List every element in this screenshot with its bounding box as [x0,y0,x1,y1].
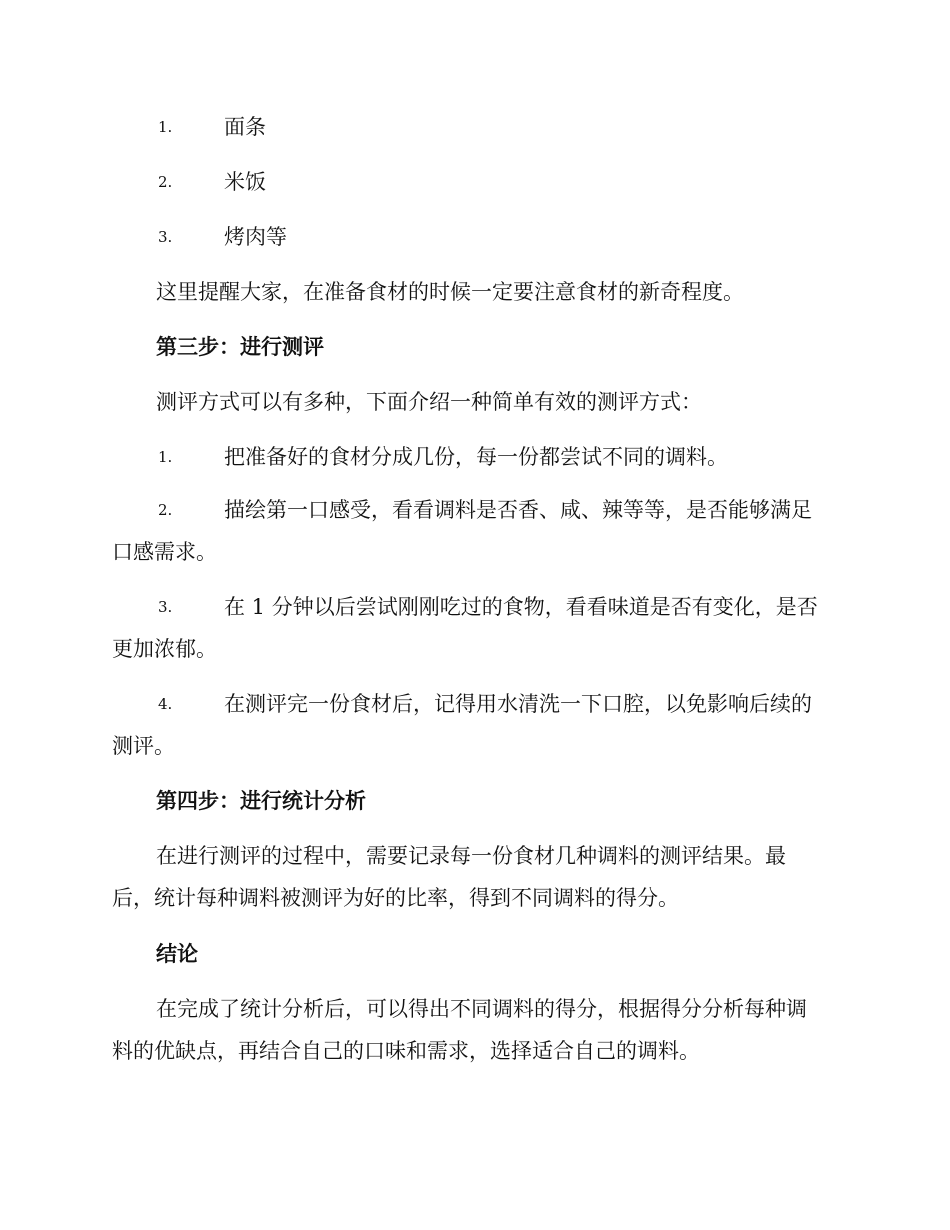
conclusion-paragraph-line2: 料的优缺点，再结合自己的口味和需求，选择适合自己的调料。 [112,1039,700,1063]
step3-heading: 第三步：进行测评 [156,334,324,359]
step4-heading: 第四步：进行统计分析 [156,788,366,813]
step3-intro: 测评方式可以有多种，下面介绍一种简单有效的测评方式： [156,390,702,414]
list-number: 1. [158,118,173,136]
list-text: 烤肉等 [224,225,287,249]
list-number: 4. [158,695,173,713]
conclusion-heading: 结论 [156,941,198,966]
list-text: 米饭 [224,170,266,194]
list-text: 在 1 分钟以后尝试刚刚吃过的食物，看看味道是否有变化，是否 [224,595,818,619]
list-text-continued: 口感需求。 [112,540,217,564]
list-text: 在测评完一份食材后，记得用水清洗一下口腔，以免影响后续的 [224,692,812,716]
list-number: 2. [158,501,173,519]
list-text: 面条 [224,115,266,139]
list-text-continued: 更加浓郁。 [112,637,217,661]
conclusion-paragraph-line1: 在完成了统计分析后，可以得出不同调料的得分，根据得分分析每种调 [156,997,807,1021]
step4-paragraph-line2: 后，统计每种调料被测评为好的比率，得到不同调料的得分。 [112,886,679,910]
list-text: 把准备好的食材分成几份，每一份都尝试不同的调料。 [224,445,728,469]
step4-paragraph-line1: 在进行测评的过程中，需要记录每一份食材几种调料的测评结果。最 [156,844,786,868]
list-number: 1. [158,448,173,466]
reminder-paragraph: 这里提醒大家，在准备食材的时候一定要注意食材的新奇程度。 [156,280,744,304]
list-number: 2. [158,173,173,191]
list-text-continued: 测评。 [112,734,175,758]
list-text: 描绘第一口感受，看看调料是否香、咸、辣等等，是否能够满足 [224,498,812,522]
list-number: 3. [158,598,173,616]
list-number: 3. [158,228,173,246]
